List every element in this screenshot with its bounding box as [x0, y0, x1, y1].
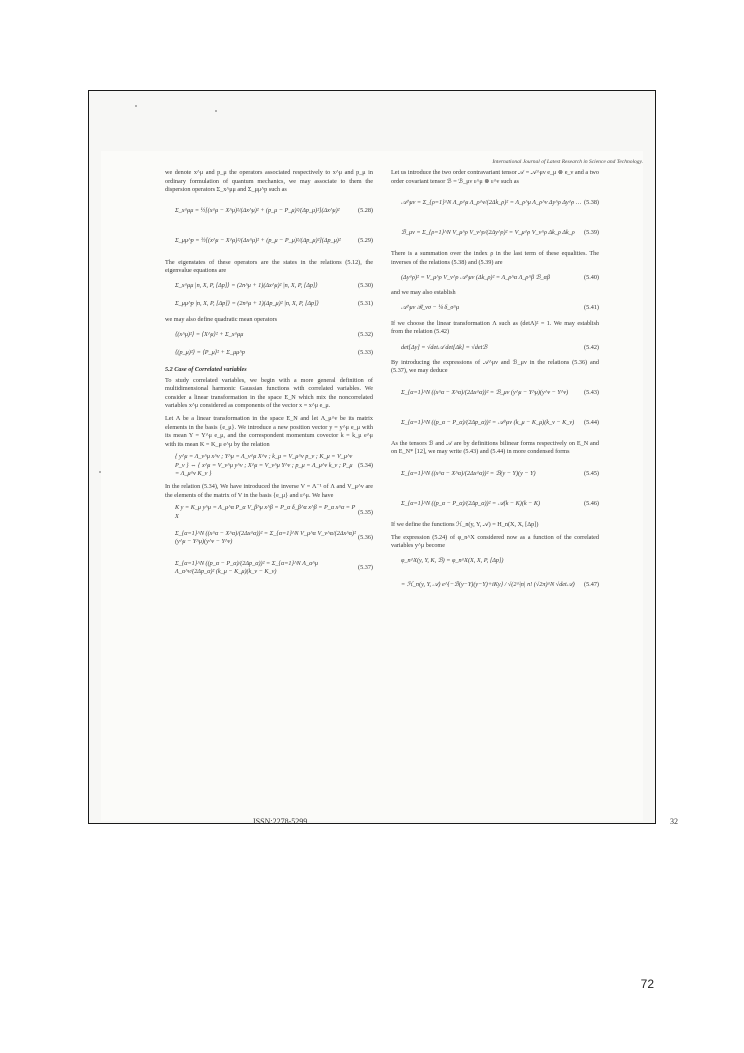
equation-5-38 [391, 190, 599, 216]
scan-speck [135, 105, 137, 107]
equation-5-40 [391, 271, 599, 285]
section-text: To study correlated variables, we begin with a more general definition of multidimensional harmonic Gaussian functions with correlated variables. We consider a linear transformation in the space E_N which mix the noncorrelated variables x^μ considered as components of the vector x = x^μ e_μ. [165, 376, 373, 410]
equation-number: (5.39) [584, 228, 599, 236]
equation-5-46 [391, 491, 599, 517]
section-heading: 5.2 Case of Correlated variables [165, 366, 247, 374]
scan-speck [215, 110, 217, 112]
equation-body: 𝒜^μν ℬ_νσ − ¼ δ_σ^μ [401, 304, 460, 312]
equation-5-37 [165, 555, 373, 581]
equation-number: (5.30) [358, 282, 373, 290]
equation-body: K y = K_μ y^μ = Λ_μ^α P_α V_β^μ x^β = P_α δ_β^α x^β = P_α x^α = P X [175, 504, 356, 520]
equation-number: (5.31) [358, 300, 373, 308]
equation-number: (5.44) [584, 418, 599, 426]
equation-number: (5.33) [358, 349, 373, 356]
equation-body: Σ_μμ^p |n, X, P, [Δp]⟩ = (2n^μ + 1)(Δp_μ)² |n, X, P, [Δp]⟩ [175, 300, 319, 308]
equation-body: = ℋ_n(y, Y, 𝒜) e^{−ℬ(y−Y)(y−Y)+iKy} / √(2^|n| n! (√2π)^N √det𝒜) [401, 581, 575, 589]
equation-number: (5.40) [584, 273, 599, 281]
equation-number: (5.35) [358, 508, 373, 516]
equation-body: Σ_{α=1}^N ((x^α − X^α)/(2Δx^α))² = ℬ(y − Y)(y − Y) [401, 469, 536, 477]
equation-body: 𝒜^μν = Σ_{ρ=1}^N Λ_ρ^μ Λ_ρ^ν/(2Δk_ρ)² = Λ_ρ^μ Λ_ρ^ν Δy^ρ Δy^ρ … [401, 198, 582, 206]
equation-body: det[Δy] = √det𝒜 det[Δk] = √detℬ [401, 343, 488, 351]
summation-text: There is a summation over the index ρ in the last term of these equalities. The inverses of the relations (5.38) and (5.39) are [391, 250, 599, 266]
equation-number: (5.47) [584, 581, 599, 589]
equation-number: (5.28) [358, 207, 373, 215]
equation-5-29 [165, 229, 373, 255]
equation-number: (5.41) [584, 304, 599, 312]
inverse-text: In the relation (5.34), We have introduced the inverse V = Λ⁻¹ of Λ and V_μ^ν are the elements of the matrix of V in the basis {e_μ} and ε^μ. We have [165, 483, 373, 499]
equation-5-35 [165, 504, 373, 521]
introducing-text: By introducing the expressions of 𝒜^μν and ℬ_μν in the relations (5.36) and (5.37), we may deduce [391, 358, 599, 375]
equation-5-47-line-1 [391, 555, 599, 569]
journal-page-number: 32 [670, 817, 678, 826]
linear-transformation-text: If we choose the linear transformation Λ such as (detΛ)² = 1. We may establish from the relation (5.42) [391, 319, 599, 336]
equation-body: Σ_{α=1}^N ((x^α − X^α)/(2Δx^α))² = Σ_{α=1}^N V_μ^α V_ν^α/(2Δx^α)² (y^μ − Y^μ)(y^ν − Y^ν) [175, 529, 356, 546]
equation-body: ℬ_μν = Σ_{ρ=1}^N V_μ^ρ V_ν^ρ/(2Δy^ρ)² = V_μ^ρ V_ν^ρ Δk_ρ Δk_ρ [401, 228, 575, 236]
equation-5-36 [165, 525, 373, 551]
left-intro-text: we denote x^μ and p_μ the operators associated respectively to x^μ and p_μ in ordinary formulation of quantum mechanics, we may associate to them the dispersion operators Σ_x^μμ and Σ_μμ^p such as [165, 169, 373, 194]
equation-5-30 [165, 280, 373, 294]
equation-5-39 [391, 220, 599, 246]
page-number: 72 [640, 977, 654, 991]
right-column [391, 169, 599, 603]
issn-footer: ISSN:2278-5299 [253, 817, 308, 826]
equation-body: Σ_{α=1}^N ((p_α − P_α)/(2Δp_α))² = 𝒜(k − K)(k − K) [401, 499, 541, 507]
left-column [165, 169, 373, 585]
equation-body: ⟨(p_μ)²⟩ = ⟨P_μ⟩² + Σ_μμ^p [175, 349, 245, 356]
equation-number: (5.46) [584, 499, 599, 507]
equation-body: ⟨(x^μ)²⟩ = ⟨X^μ⟩² + Σ_x^μμ [175, 331, 244, 338]
equation-5-31 [165, 298, 373, 312]
equation-5-44 [391, 410, 599, 436]
equation-5-43 [391, 380, 599, 406]
equation-number: (5.45) [584, 469, 599, 477]
equation-5-47 [391, 573, 599, 599]
tensors-text: As the tensors ℬ and 𝒜 are by definitions bilinear forms respectively on E_N and on E_N* [12], we may write (5.43) and (5.44) in more condensed forms [391, 439, 599, 456]
equation-body: φ_n^X(y, Y, K, ℬ) = φ_n^X(X, X, P, [Δp]) [401, 557, 504, 565]
equation-5-32 [165, 328, 373, 342]
establish-text: and we may also establish [391, 289, 456, 297]
equation-body: Σ_{α=1}^N ((x^α − X^α)/(2Δx^α))² = ℬ_μν (y^μ − Y^μ)(y^ν − Y^ν) [401, 388, 569, 396]
equation-5-41 [391, 302, 599, 316]
scanned-page-frame [88, 90, 678, 826]
quadratic-text: we may also define quadratic mean operators [165, 315, 278, 323]
equation-body: Σ_x^μμ = ½[(x^μ − X^μ)²/(Δx^μ)² + (p_μ − P_μ)²/(Δp_μ)²](Δx^μ)² [175, 207, 340, 215]
equation-5-33 [165, 346, 373, 360]
equation-number: (5.29) [358, 237, 373, 245]
equation-5-45 [391, 461, 599, 487]
expression-text: The expression (5.24) of φ_n^X considered now as a function of the correlated variables y^μ become [391, 533, 599, 550]
equation-5-34 [165, 453, 373, 479]
equation-number: (5.37) [358, 564, 373, 572]
equation-body: Σ_x^μμ |n, X, P, [Δp]⟩ = (2n^μ + 1)(Δx^μ)² |n, X, P, [Δp]⟩ [175, 282, 318, 290]
equation-5-28 [165, 199, 373, 225]
equation-body: { y^μ = Λ_ν^μ x^ν ; Y^μ = Λ_ν^μ X^ν ; k_μ = V_μ^ν p_ν ; K_μ = V_μ^ν P_ν } ⇔ { x^μ = V_ν^μ y^ν ; X^μ = V_ν^μ Y^ν ; p_μ = Λ_μ^ν k_ν ; P_μ = Λ_μ^ν K_ν } [175, 453, 353, 478]
right-intro-text: Let us introduce the two order contravariant tensor 𝒜 = 𝒜^μν e_μ ⊗ e_ν and a two order covariant tensor ℬ = ℬ_μν ε^μ ⊗ ε^ν such as [391, 169, 599, 185]
equation-body: Σ_{α=1}^N ((p_α − P_α)/(2Δp_α))² = Σ_{α=1}^N Λ_α^μ Λ_α^ν/(2Δp_α)² (k_μ − K_μ)(k_ν − K_ν) [175, 559, 319, 576]
equation-number: (5.36) [358, 534, 373, 542]
equation-5-42 [391, 341, 599, 355]
equation-body: (Δy^ρ)² = V_μ^ρ V_ν^ρ 𝒜^μν (Δk_ρ)² = Λ_ρ^α Λ_ρ^β ℬ_αβ [401, 273, 550, 281]
equation-body: Σ_μμ^p = ½[(x^μ − X^μ)²/(Δx^μ)² + (p_μ − P_μ)²/(Δp_μ)²](Δp_μ)² [175, 237, 341, 245]
equation-number: (5.34) [358, 461, 373, 469]
equation-number: (5.38) [584, 198, 599, 206]
equation-body: Σ_{α=1}^N ((p_α − P_α)/(2Δp_α))² = 𝒜^μν (k_μ − K_μ)(k_ν − K_ν) [401, 418, 575, 426]
define-functions-text: If we define the functions ℋ_n(y, Y, 𝒜) = H_n(X, X, [Δp]) [391, 521, 539, 529]
equation-number: (5.42) [584, 343, 599, 351]
section-text: Let Λ be a linear transformation in the space E_N and let Λ_μ^ν be its matrix elements in the basis {e_μ}. We introduce a new position vector y = y^μ e_μ with its mean Y = Y^μ e_μ, and the correspondent momentum covector k = k_μ e^μ with its mean K = K_μ e^μ by the relation [165, 415, 373, 448]
eigenstates-text: The eigenstates of these operators are the states in the relations (5.12), the eigenvalue equations are [165, 258, 373, 275]
equation-number: (5.43) [584, 388, 599, 396]
journal-header: International Journal of Latest Research in Science and Technology. [492, 159, 643, 165]
equation-number: (5.32) [358, 331, 373, 338]
